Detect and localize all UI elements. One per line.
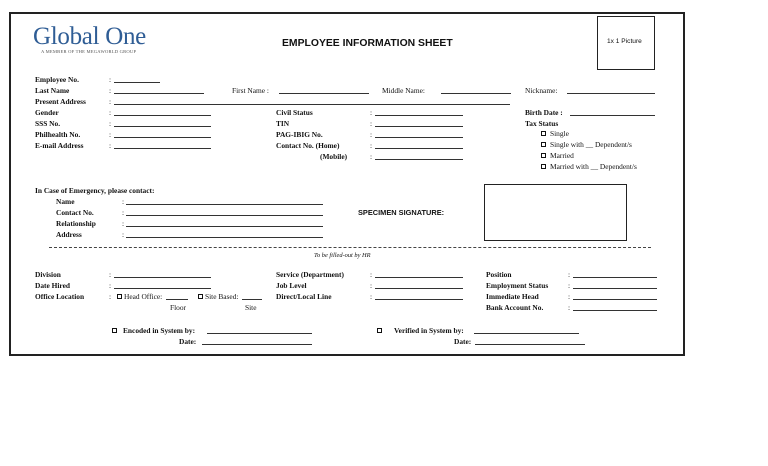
colon: : — [568, 292, 571, 301]
label-sss-no: SSS No. — [35, 119, 61, 128]
emergency-address-field[interactable] — [126, 237, 323, 238]
label-immediate-head: Immediate Head — [486, 292, 539, 301]
label-division: Division — [35, 270, 61, 279]
label-last-name: Last Name — [35, 86, 70, 95]
civil-status-field[interactable] — [375, 115, 463, 116]
label-tax-status: Tax Status — [525, 119, 559, 128]
head-office-floor-field[interactable] — [166, 299, 188, 300]
site-based-site-field[interactable] — [242, 299, 262, 300]
encoded-by-field[interactable] — [207, 333, 312, 334]
label-middle-name: Middle Name: — [382, 86, 425, 95]
encoded-checkbox[interactable] — [112, 328, 117, 333]
birth-date-field[interactable] — [570, 115, 655, 116]
label-emergency-name: Name — [56, 197, 75, 206]
label-emergency-address: Address — [56, 230, 82, 239]
present-address-field[interactable] — [114, 104, 510, 105]
colon: : — [122, 219, 125, 228]
colon: : — [370, 108, 373, 117]
service-department-field[interactable] — [375, 277, 463, 278]
label-contact-mobile: (Mobile) — [320, 152, 348, 161]
label-first-name: First Name : — [232, 86, 269, 95]
colon: : — [109, 86, 112, 95]
label-contact-home: Contact No. (Home) — [276, 141, 340, 150]
emergency-relationship-field[interactable] — [126, 226, 323, 227]
site-caption: Site — [245, 303, 257, 312]
tax-option-label: Married — [550, 151, 574, 160]
label-gender: Gender — [35, 108, 59, 117]
label-office-location: Office Location — [35, 292, 85, 301]
colon: : — [122, 197, 125, 206]
label-nickname: Nickname: — [525, 86, 558, 95]
tax-option-label: Single with __ Dependent/s — [550, 140, 632, 149]
tax-married-dependents-checkbox[interactable] — [541, 164, 546, 169]
contact-home-field[interactable] — [375, 148, 463, 149]
site-based-label: Site Based: — [205, 292, 239, 301]
encoded-by-label: Encoded in System by: — [123, 326, 196, 335]
tax-single-dependents-checkbox[interactable] — [541, 142, 546, 147]
employee-no-field[interactable] — [114, 82, 160, 83]
verified-by-label: Verified in System by: — [394, 326, 464, 335]
head-office-label: Head Office: — [124, 292, 163, 301]
philhealth-no-field[interactable] — [114, 137, 211, 138]
tax-option-label: Single — [550, 129, 569, 138]
label-job-level: Job Level — [276, 281, 307, 290]
floor-caption: Floor — [170, 303, 187, 312]
verified-checkbox[interactable] — [377, 328, 382, 333]
label-pagibig: PAG-IBIG No. — [276, 130, 323, 139]
employment-status-field[interactable] — [573, 288, 657, 289]
employee-information-sheet — [9, 12, 685, 356]
immediate-head-field[interactable] — [573, 299, 657, 300]
colon: : — [370, 292, 373, 301]
colon: : — [370, 152, 373, 161]
division-field[interactable] — [114, 277, 211, 278]
middle-name-field[interactable] — [441, 93, 511, 94]
verified-date-field[interactable] — [475, 344, 585, 345]
gender-field[interactable] — [114, 115, 211, 116]
colon: : — [109, 292, 112, 301]
colon: : — [109, 108, 112, 117]
label-birth-date: Birth Date : — [525, 108, 563, 117]
label-emergency-relationship: Relationship — [56, 219, 96, 228]
label-present-address: Present Address — [35, 97, 86, 106]
bank-account-no-field[interactable] — [573, 310, 657, 311]
last-name-field[interactable] — [114, 93, 204, 94]
photo-box[interactable] — [597, 16, 655, 70]
label-position: Position — [486, 270, 512, 279]
encoded-date-field[interactable] — [202, 344, 312, 345]
sss-no-field[interactable] — [114, 126, 211, 127]
label-bank-account-no: Bank Account No. — [486, 303, 544, 312]
colon: : — [122, 208, 125, 217]
colon: : — [370, 141, 373, 150]
colon: : — [370, 130, 373, 139]
colon: : — [568, 281, 571, 290]
label-email: E-mail Address — [35, 141, 84, 150]
colon: : — [109, 270, 112, 279]
contact-mobile-field[interactable] — [375, 159, 463, 160]
tax-single-checkbox[interactable] — [541, 131, 546, 136]
colon: : — [122, 230, 125, 239]
label-employment-status: Employment Status — [486, 281, 549, 290]
label-civil-status: Civil Status — [276, 108, 313, 117]
emergency-contact-field[interactable] — [126, 215, 323, 216]
hr-note: To be filled-out by HR — [314, 252, 371, 259]
colon: : — [109, 141, 112, 150]
tin-field[interactable] — [375, 126, 463, 127]
date-hired-field[interactable] — [114, 288, 211, 289]
tax-option-label: Married with __ Dependent/s — [550, 162, 637, 171]
label-direct-local-line: Direct/Local Line — [276, 292, 332, 301]
verified-date-label: Date: — [454, 337, 472, 346]
colon: : — [568, 270, 571, 279]
colon: : — [370, 270, 373, 279]
label-service-department: Service (Department) — [276, 270, 344, 279]
colon: : — [109, 75, 112, 84]
email-field[interactable] — [114, 148, 211, 149]
colon: : — [109, 130, 112, 139]
colon: : — [370, 281, 373, 290]
emergency-heading: In Case of Emergency, please contact: — [35, 186, 155, 195]
nickname-field[interactable] — [567, 93, 655, 94]
position-field[interactable] — [573, 277, 657, 278]
encoded-date-label: Date: — [179, 337, 197, 346]
head-office-checkbox[interactable] — [117, 294, 122, 299]
verified-by-field[interactable] — [474, 333, 579, 334]
company-logo: Global One — [33, 23, 146, 50]
tax-married-checkbox[interactable] — [541, 153, 546, 158]
label-employee-no: Employee No. — [35, 75, 79, 84]
emergency-name-field[interactable] — [126, 204, 323, 205]
colon: : — [370, 119, 373, 128]
colon: : — [109, 119, 112, 128]
colon: : — [109, 281, 112, 290]
colon: : — [109, 97, 112, 106]
specimen-signature-label: SPECIMEN SIGNATURE: — [358, 208, 445, 217]
label-date-hired: Date Hired — [35, 281, 70, 290]
page-title: EMPLOYEE INFORMATION SHEET — [282, 38, 453, 49]
label-philhealth-no: Philhealth No. — [35, 130, 81, 139]
label-tin: TIN — [276, 119, 290, 128]
pagibig-field[interactable] — [375, 137, 463, 138]
logo-tagline: A MEMBER OF THE MEGAWORLD GROUP — [41, 49, 137, 54]
site-based-checkbox[interactable] — [198, 294, 203, 299]
signature-box[interactable] — [484, 184, 627, 241]
job-level-field[interactable] — [375, 288, 463, 289]
photo-box-label: 1x 1 Picture — [607, 38, 642, 45]
first-name-field[interactable] — [279, 93, 369, 94]
colon: : — [568, 303, 571, 312]
direct-local-line-field[interactable] — [375, 299, 463, 300]
hr-divider — [49, 247, 651, 248]
label-emergency-contact: Contact No. — [56, 208, 94, 217]
